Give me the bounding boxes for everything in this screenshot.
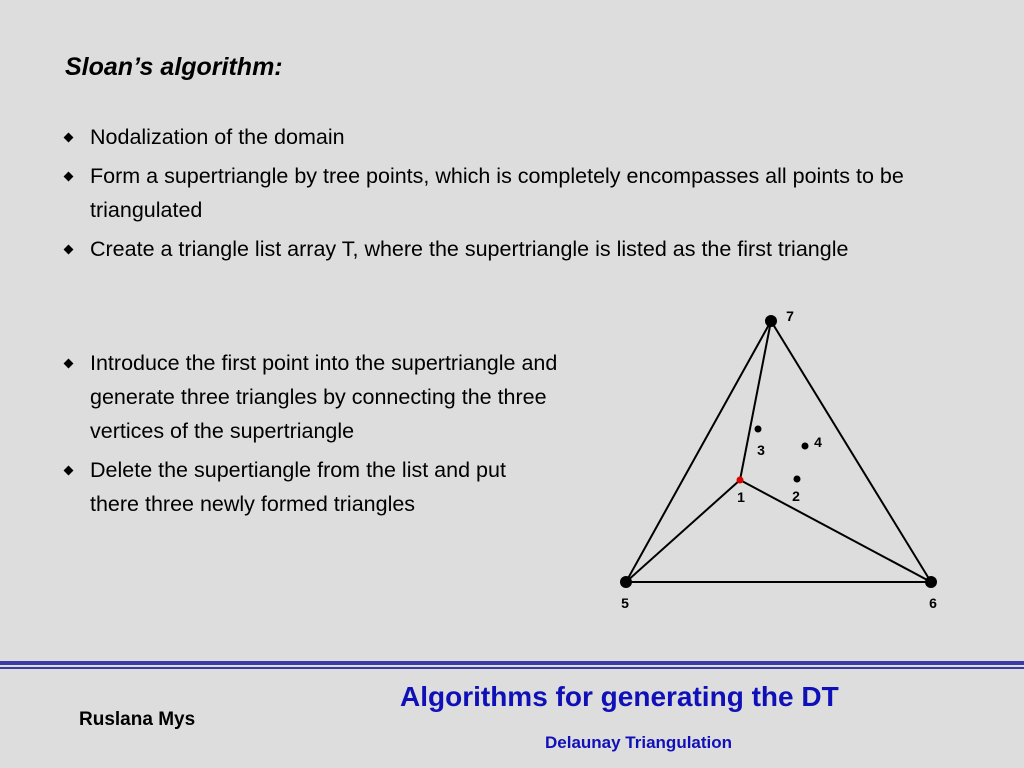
bullet-text: Nodalization of the domain xyxy=(90,125,345,149)
point-3 xyxy=(755,426,762,433)
vertex-5 xyxy=(620,576,632,588)
bullet-text: Create a triangle list array T, where the supertriangle is listed as the first triangle xyxy=(90,237,849,261)
point-label-1: 1 xyxy=(737,489,745,505)
bullet-text: Delete the supertiangle from the list and put there three newly formed triangles xyxy=(90,458,506,516)
bullet-text: Introduce the first point into the supertriangle and generate three triangles by connecting the three vertices of the supertriangle xyxy=(90,351,558,443)
point-label-7: 7 xyxy=(786,308,794,324)
edge-1-6 xyxy=(740,480,931,582)
footer-rule-thick xyxy=(0,661,1024,665)
point-label-3: 3 xyxy=(757,442,765,458)
point-label-2: 2 xyxy=(792,488,800,504)
point-1 xyxy=(737,477,744,484)
vertex-6 xyxy=(925,576,937,588)
bullet-text: Form a supertriangle by tree points, which is completely encompasses all points to be triangulated xyxy=(90,164,904,222)
edge-7-6 xyxy=(771,321,931,582)
point-2 xyxy=(794,476,801,483)
point-label-4: 4 xyxy=(814,434,822,450)
edge-1-5 xyxy=(626,480,740,582)
point-label-6: 6 xyxy=(929,595,937,611)
footer-title: Algorithms for generating the DT xyxy=(400,681,839,712)
edge-7-5 xyxy=(626,321,771,582)
slide-title: Sloan’s algorithm: xyxy=(65,53,283,81)
edge-1-7 xyxy=(740,321,771,480)
footer-rule-thin xyxy=(0,667,1024,669)
footer-author: Ruslana Mys xyxy=(79,709,196,730)
vertex-7 xyxy=(765,315,777,327)
footer-subtitle: Delaunay Triangulation xyxy=(545,733,733,752)
point-4 xyxy=(802,443,809,450)
point-label-5: 5 xyxy=(621,595,629,611)
